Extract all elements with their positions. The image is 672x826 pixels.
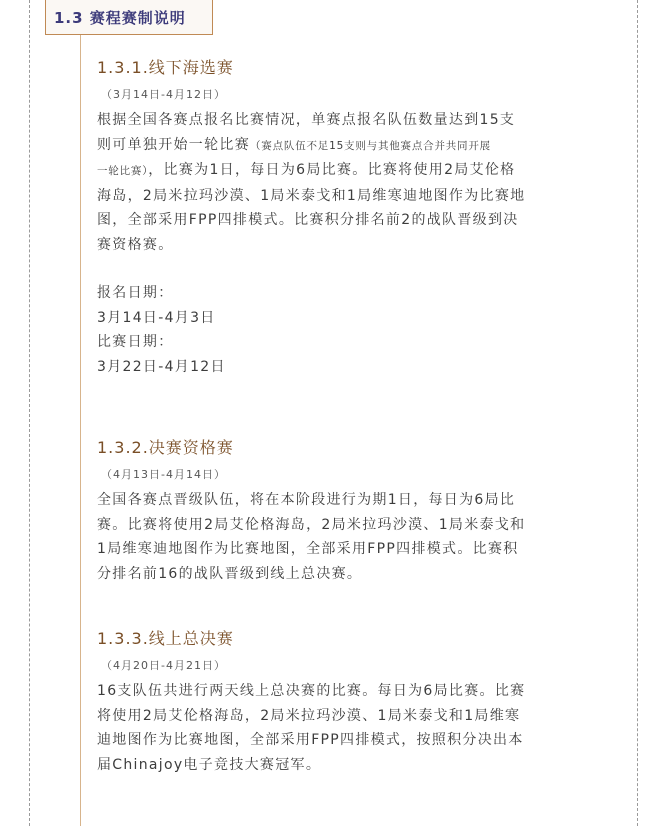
note-text: 一轮比赛） [97,165,149,177]
section-online-final [97,627,617,777]
text-part: 则可单独开始一轮比赛 [97,136,250,153]
paragraph [97,108,617,257]
subsection-heading: 1.3.2.决赛资格赛 [97,438,234,457]
text-line: 届Chinajoy电子竞技大赛冠军。 [97,756,322,773]
registration-label: 报名日期： [97,285,174,301]
text-line: 迪地图作为比赛地图，全部采用FPP四排模式，按照积分决出本 [97,732,524,748]
text-line: 赛资格赛。 [97,236,174,253]
text-line: 图，全部采用FPP四排模式。比赛积分排名前2的战队晋级到决 [97,212,519,228]
text-line: 16支队伍共进行两天线上总决赛的比赛。每日为6局比赛。比赛 [97,683,526,699]
text-line [97,158,617,184]
timeline-line [80,35,81,826]
paragraph [97,679,617,777]
date-range: （4月20日-4月21日） [101,659,226,672]
note-text: （赛点队伍不足15支则与其他赛点合并共同开展 [250,139,491,152]
registration-value: 3月14日-4月3日 [97,309,216,326]
section-offline-qualifier [97,56,617,379]
text-line: 将使用2局艾伦格海岛，2局米拉玛沙漠、1局米泰戈和1局维寒 [97,707,521,724]
section-title: 1.3 赛程赛制说明 [54,9,186,27]
dashed-border-left [29,0,30,826]
section-final-qualifier [97,436,617,586]
date-range: （3月14日-4月12日） [101,88,226,101]
text-line: 分排名前16的战队晋级到线上总决赛。 [97,565,363,582]
dates-block [97,281,617,379]
text-line: 根据全国各赛点报名比赛情况，单赛点报名队伍数量达到15支 [97,112,516,128]
text-part: ，比赛为1日，每日为6局比赛。比赛将使用2局艾伦格 [148,162,516,178]
text-line: 赛。比赛将使用2局艾伦格海岛，2局米拉玛沙漠、1局米泰戈和 [97,516,526,533]
match-label: 比赛日期： [97,334,174,350]
dashed-border-right [637,0,638,826]
paragraph [97,488,617,586]
text-line: 全国各赛点晋级队伍，将在本阶段进行为期1日，每日为6局比 [97,492,516,508]
date-range: （4月13日-4月14日） [101,468,226,481]
subsection-heading: 1.3.3.线上总决赛 [97,629,234,648]
text-line: 1局维寒迪地图作为比赛地图，全部采用FPP四排模式。比赛积 [97,541,519,557]
text-line [97,133,617,159]
text-line: 海岛，2局米拉玛沙漠、1局米泰戈和1局维寒迪地图作为比赛地 [97,187,526,204]
subsection-heading: 1.3.1.线下海选赛 [97,58,234,77]
match-value: 3月22日-4月12日 [97,358,226,375]
